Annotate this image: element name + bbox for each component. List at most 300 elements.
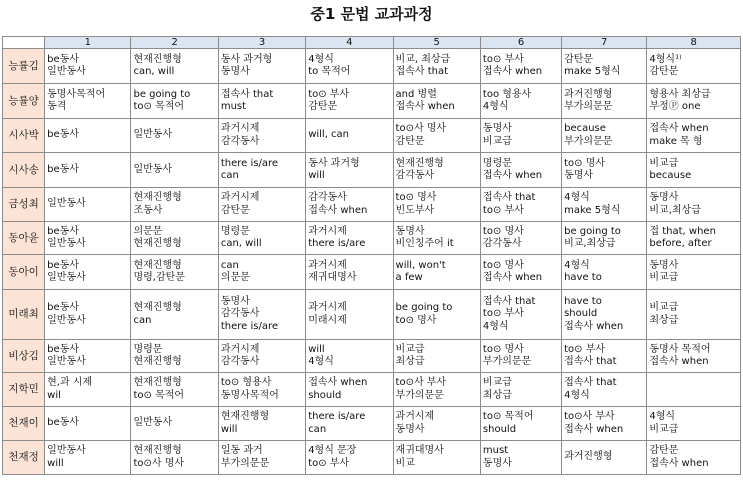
table-row <box>3 222 741 255</box>
cell-line: 동명사목적어 <box>47 88 106 100</box>
cell-line: 동명사 목적어 <box>649 343 711 355</box>
cell-line: 과거시제 <box>220 192 260 203</box>
cell-line: 형용사 최상급 <box>649 88 711 100</box>
cell-line: 현재진행형 <box>133 377 182 388</box>
table-cell <box>562 153 647 188</box>
table-row <box>3 84 741 119</box>
table-cell <box>45 290 131 340</box>
table-row <box>3 255 741 290</box>
table-cell <box>45 119 131 153</box>
table-cell <box>45 49 131 84</box>
cell-line: 과거진행형 <box>564 88 613 100</box>
table-cell <box>218 340 305 373</box>
cell-line: 접속사 when <box>649 457 709 469</box>
table-row <box>3 340 741 373</box>
cell-line: 비교급 <box>649 157 679 169</box>
table-cell <box>131 188 218 222</box>
table-cell <box>647 49 741 84</box>
cell-line: 부가의문문 <box>220 457 270 469</box>
table-cell <box>393 222 480 255</box>
cell-line: a few <box>395 272 423 283</box>
cell-line: 감탄문 <box>395 135 425 147</box>
table-cell <box>647 407 741 441</box>
table-cell <box>131 441 218 475</box>
row-header: 천재정 <box>3 441 45 475</box>
cell-line: will <box>220 423 238 435</box>
cell-line: 감탄문 <box>649 66 679 77</box>
table-cell <box>393 49 480 84</box>
table-cell <box>45 373 131 407</box>
cell-line: will <box>308 170 325 181</box>
cell-line: can, will <box>220 238 262 249</box>
table-cell <box>480 222 561 255</box>
row-header: 시사송 <box>3 153 45 188</box>
cell-line: 부가의문문 <box>482 356 532 367</box>
cell-line: 동명사 <box>220 295 250 307</box>
cell-line: before, after <box>649 238 712 249</box>
table-row <box>3 119 741 153</box>
cell-line: 동명사 <box>482 457 512 469</box>
table-cell <box>393 84 480 119</box>
cell-line: 의문문 <box>133 225 163 237</box>
cell-line: 부정Ⓟ one <box>649 101 701 112</box>
cell-line: can <box>308 423 327 435</box>
cell-line: 일반동사 <box>133 129 173 141</box>
table-cell <box>306 119 393 153</box>
cell-line: be동사 <box>47 259 79 271</box>
cell-line: 감탄문 <box>649 445 679 456</box>
table-cell <box>306 373 393 407</box>
cell-line: be동사 <box>47 302 79 313</box>
table-cell <box>393 340 480 373</box>
cell-line: be동사 <box>47 129 79 141</box>
cell-line: there is/are <box>308 238 366 249</box>
table-cell <box>218 441 305 475</box>
table-cell <box>562 188 647 222</box>
cell-line: to⊙ 목적어 <box>133 101 185 112</box>
cell-line: 일반동사 <box>47 198 86 210</box>
cell-line: should <box>308 389 342 401</box>
table-cell <box>131 340 218 373</box>
header-row <box>3 37 741 49</box>
cell-line: 현재진행형 <box>133 302 182 313</box>
row-header: 금성최 <box>3 188 45 222</box>
table-cell <box>131 407 218 441</box>
table-cell <box>647 373 741 407</box>
cell-line: 명령문 <box>220 225 250 237</box>
cell-line: there is/are <box>220 157 278 169</box>
table-cell <box>131 290 218 340</box>
cell-line: 과거시제 <box>308 302 347 313</box>
cell-line: 감탄문 <box>308 101 338 112</box>
table-cell <box>562 49 647 84</box>
cell-line: 비교급 <box>482 135 512 147</box>
table-cell <box>647 340 741 373</box>
cell-line: must <box>482 445 509 456</box>
cell-line: will, won't <box>395 259 446 271</box>
cell-line: 동사 과거형 <box>308 157 360 169</box>
cell-line: 비교급 <box>649 423 679 435</box>
table-cell <box>306 340 393 373</box>
cell-line: to 목적어 <box>308 66 351 77</box>
table-row <box>3 373 741 407</box>
cell-line: 비교급 <box>649 272 679 283</box>
cell-line: 일반동사 <box>47 314 86 326</box>
table-cell <box>306 255 393 290</box>
cell-line: 최상급 <box>395 356 425 367</box>
cell-line: have to <box>564 295 602 307</box>
cell-line: to⊙ 부사 <box>482 53 524 65</box>
cell-line: 비교 <box>395 457 415 469</box>
cell-line: because <box>564 123 606 134</box>
cell-line: 접속사 when <box>649 356 709 367</box>
table-cell <box>306 188 393 222</box>
cell-line: can <box>133 314 152 326</box>
cell-line: to⊙ 명사 <box>482 343 524 355</box>
cell-line: 4형식 <box>482 320 509 332</box>
cell-line: 일반동사 <box>47 66 86 77</box>
cell-line: to⊙ 부사 <box>482 308 524 320</box>
cell-line: 비교,최상급 <box>564 238 616 249</box>
cell-line: 동명사 <box>649 259 679 271</box>
table-cell <box>480 255 561 290</box>
cell-line: 동명사목적어 <box>220 389 279 401</box>
table-cell <box>306 441 393 475</box>
cell-line: 의문문 <box>220 272 250 283</box>
cell-line: can <box>220 170 239 181</box>
cell-line: 일반동사 <box>47 272 86 283</box>
cell-line: 명령문 <box>133 343 163 355</box>
table-cell <box>393 153 480 188</box>
row-header: 동아이 <box>3 255 45 290</box>
cell-line: 조동사 <box>133 204 163 216</box>
table-row <box>3 407 741 441</box>
cell-line: to⊙ 목적어 <box>482 411 534 422</box>
row-header: 동아윤 <box>3 222 45 255</box>
row-header: 지학민 <box>3 373 45 407</box>
table-cell <box>562 340 647 373</box>
cell-line: 부가의문문 <box>564 101 613 112</box>
column-header-8: 8 <box>647 37 741 49</box>
cell-line: 재귀대명사 <box>395 445 444 456</box>
cell-line: to⊙ 명사 <box>482 225 524 237</box>
cell-line: 접속사 when <box>308 204 368 216</box>
row-header: 비상김 <box>3 340 45 373</box>
cell-line: 과거시제 <box>220 123 260 134</box>
cell-line: 접속사 when <box>564 423 624 435</box>
cell-line: to⊙ 명사 <box>395 192 437 203</box>
table-cell <box>480 153 561 188</box>
cell-line: 4형식 <box>564 259 590 271</box>
table-cell <box>45 153 131 188</box>
cell-line: 비교급 <box>649 302 679 313</box>
table-cell <box>218 373 305 407</box>
column-header-4: 4 <box>306 37 393 49</box>
column-header-5: 5 <box>393 37 480 49</box>
table-cell <box>480 407 561 441</box>
cell-line: 명령,감탄문 <box>133 272 185 283</box>
cell-line: to⊙ 목적어 <box>133 389 185 401</box>
cell-line: 4형식 문장 <box>308 445 357 456</box>
table-cell <box>45 255 131 290</box>
cell-line: 4형식 <box>308 356 334 367</box>
cell-line: to⊙ 부사 <box>308 457 350 469</box>
row-header: 미래최 <box>3 290 45 340</box>
table-cell <box>647 119 741 153</box>
table-cell <box>562 407 647 441</box>
cell-line: 4형식 <box>564 192 590 203</box>
table-cell <box>480 188 561 222</box>
cell-line: 접속사 when <box>482 66 543 77</box>
cell-line: be동사 <box>47 163 79 175</box>
cell-line: be동사 <box>47 225 79 237</box>
cell-line: 접속사 when <box>482 170 543 181</box>
cell-line: 감각동사 <box>220 356 260 367</box>
cell-line: 비인칭주어 it <box>395 238 454 249</box>
row-header: 시사박 <box>3 119 45 153</box>
table-cell <box>480 441 561 475</box>
table-cell <box>393 119 480 153</box>
cell-line: 현재진행형 <box>133 238 182 249</box>
cell-line: should <box>564 308 598 320</box>
cell-line: to⊙ 명사 <box>395 314 437 326</box>
table-cell <box>647 84 741 119</box>
table-cell <box>647 290 741 340</box>
cell-line: 현재진행형 <box>133 53 182 65</box>
cell-line: 접속사 that <box>482 295 536 307</box>
table-row <box>3 441 741 475</box>
cell-line: be동사 <box>47 53 79 65</box>
cell-line: 빈도부사 <box>395 204 435 216</box>
cell-line: should <box>482 423 517 435</box>
table-cell <box>480 290 561 340</box>
cell-line: wil <box>47 389 61 401</box>
table-cell <box>306 407 393 441</box>
table-row <box>3 188 741 222</box>
cell-line: can <box>220 259 239 271</box>
table-cell <box>131 153 218 188</box>
cell-line: 4형식 <box>482 101 509 112</box>
cell-line: 접속사 when <box>649 123 709 134</box>
row-header: 능률양 <box>3 84 45 119</box>
cell-line: to⊙사 부사 <box>395 377 447 388</box>
cell-line: to⊙ 부사 <box>482 204 524 216</box>
cell-line: must <box>220 101 247 112</box>
table-cell <box>218 255 305 290</box>
cell-line: 접속사 when <box>482 272 543 283</box>
cell-line: to⊙ 부사 <box>308 88 350 100</box>
cell-line: 과거시제 <box>220 343 260 355</box>
table-cell <box>562 373 647 407</box>
cell-line: 부가의문문 <box>395 389 444 401</box>
cell-line: 최상급 <box>649 314 679 326</box>
cell-line: to⊙사 명사 <box>395 123 447 134</box>
cell-line: 비교, 최상급 <box>395 53 451 65</box>
table-cell <box>480 340 561 373</box>
cell-line: because <box>649 170 692 181</box>
table-cell <box>647 222 741 255</box>
table-cell <box>393 255 480 290</box>
table-cell <box>45 84 131 119</box>
cell-line: have to <box>564 272 602 283</box>
cell-line: 비교,최상급 <box>649 204 701 216</box>
cell-line: 동명사 <box>395 225 425 237</box>
cell-line: to⊙ 형용사 <box>220 377 272 388</box>
table-cell <box>562 222 647 255</box>
cell-line: and 병렬 <box>395 88 437 100</box>
cell-line: to⊙ 부사 <box>564 343 606 355</box>
cell-line: 접속사 when <box>564 320 624 332</box>
table-cell <box>480 373 561 407</box>
cell-line: to⊙사 부사 <box>564 411 615 422</box>
table-cell <box>562 290 647 340</box>
cell-line: 현,과 시제 <box>47 377 93 388</box>
cell-line: 동명사 <box>395 423 425 435</box>
table-cell <box>131 373 218 407</box>
table-cell <box>393 290 480 340</box>
table-cell <box>218 222 305 255</box>
table-cell <box>393 373 480 407</box>
table-row <box>3 153 741 188</box>
table-cell <box>647 255 741 290</box>
column-header-7: 7 <box>562 37 647 49</box>
column-header-2: 2 <box>131 37 218 49</box>
cell-line: 동명사 <box>482 123 512 134</box>
table-cell <box>218 407 305 441</box>
cell-line: 4형식 <box>649 411 676 422</box>
cell-line: 동명사 <box>220 66 250 77</box>
table-cell <box>45 441 131 475</box>
cell-line: 동명사 <box>649 192 679 203</box>
table-cell <box>562 84 647 119</box>
table-cell <box>393 441 480 475</box>
cell-line: can, will <box>133 66 175 77</box>
cell-line: to⊙사 명사 <box>133 457 185 469</box>
cell-line: 과거진행형 <box>564 451 613 463</box>
table-cell <box>480 84 561 119</box>
table-cell <box>45 222 131 255</box>
cell-line: 부가의문문 <box>564 135 613 147</box>
cell-line: be going to <box>564 225 621 237</box>
cell-line: 일반동사 <box>133 163 173 175</box>
table-cell <box>306 153 393 188</box>
cell-line: make 5형식 <box>564 204 621 216</box>
cell-line: 명령문 <box>482 157 512 169</box>
cell-line: 일동 과거 <box>220 445 263 456</box>
cell-line: 접속사 that <box>482 192 536 203</box>
cell-line: 감각동사 <box>482 238 522 249</box>
cell-line: too 형용사 <box>482 88 532 100</box>
cell-line: 일반동사 <box>47 356 86 367</box>
cell-line: make 5형식 <box>564 66 621 77</box>
cell-line: 최상급 <box>482 389 512 401</box>
cell-line: be동사 <box>47 417 79 429</box>
table-cell <box>131 49 218 84</box>
cell-line: 현재진행형 <box>133 192 182 203</box>
cell-line: 동격 <box>47 101 67 112</box>
cell-line: 4형식 <box>308 53 334 65</box>
cell-line: 비교급 <box>395 343 425 355</box>
corner-cell <box>3 37 45 49</box>
cell-line: to⊙ 명사 <box>564 157 606 169</box>
cell-line: 현재진행형 <box>395 157 444 169</box>
cell-line: 현재진행형 <box>133 445 182 456</box>
cell-line: 동사 과거형 <box>220 53 273 65</box>
table-cell <box>45 340 131 373</box>
row-header: 능률김 <box>3 49 45 84</box>
cell-line: 과거시제 <box>395 411 435 422</box>
table-cell <box>562 441 647 475</box>
cell-line: will <box>47 457 64 469</box>
cell-line: 감각동사 <box>395 170 435 181</box>
column-header-3: 3 <box>218 37 305 49</box>
cell-line: 감탄문 <box>220 204 250 216</box>
table-cell <box>647 153 741 188</box>
table-row <box>3 290 741 340</box>
table-cell <box>647 188 741 222</box>
table-cell <box>218 290 305 340</box>
table-cell <box>562 255 647 290</box>
table-cell <box>45 188 131 222</box>
table-cell <box>218 49 305 84</box>
cell-line: 과거시제 <box>308 225 347 237</box>
cell-line: 접속사 that <box>395 66 449 77</box>
table-cell <box>480 119 561 153</box>
cell-line: 비교급 <box>482 377 512 388</box>
cell-line: 접속사 that <box>564 377 617 388</box>
table-row <box>3 49 741 84</box>
row-header: 천재이 <box>3 407 45 441</box>
cell-line: be going to <box>395 302 453 313</box>
cell-line: 일반동사 <box>47 238 86 249</box>
table-cell <box>480 49 561 84</box>
cell-line: be동사 <box>47 343 79 355</box>
cell-line: 현재진행형 <box>220 411 270 422</box>
cell-line: 접속사 when <box>395 101 455 112</box>
curriculum-table <box>2 36 741 475</box>
table-cell <box>218 84 305 119</box>
table-cell <box>306 222 393 255</box>
cell-line: 접 that, when <box>649 225 716 237</box>
table-cell <box>45 407 131 441</box>
cell-line: will <box>308 343 325 355</box>
page-title: 중1 문법 교과과정 <box>310 5 433 23</box>
cell-line: 4형식 <box>564 389 590 401</box>
column-header-1: 1 <box>45 37 131 49</box>
cell-line: to⊙ 명사 <box>482 259 524 271</box>
table-cell <box>306 290 393 340</box>
cell-line: 미래시제 <box>308 314 347 326</box>
table-cell <box>393 407 480 441</box>
cell-line: 감각동사 <box>308 192 347 203</box>
table-cell <box>647 441 741 475</box>
cell-line: 접속사 that <box>220 88 274 100</box>
cell-line: there is/are <box>220 320 278 332</box>
table-cell <box>393 188 480 222</box>
cell-line: 재귀대명사 <box>308 272 357 283</box>
cell-line: 현재진행형 <box>133 259 182 271</box>
cell-line: 현재진행형 <box>133 356 182 367</box>
table-cell <box>131 222 218 255</box>
cell-line: 접속사 that <box>564 356 617 367</box>
cell-line: 과거시제 <box>308 259 347 271</box>
cell-line: will, can <box>308 129 350 141</box>
cell-line: be going to <box>133 88 191 100</box>
column-header-6: 6 <box>480 37 561 49</box>
cell-line: 4형식¹⁾ <box>649 53 682 65</box>
table-cell <box>131 119 218 153</box>
table-cell <box>306 84 393 119</box>
